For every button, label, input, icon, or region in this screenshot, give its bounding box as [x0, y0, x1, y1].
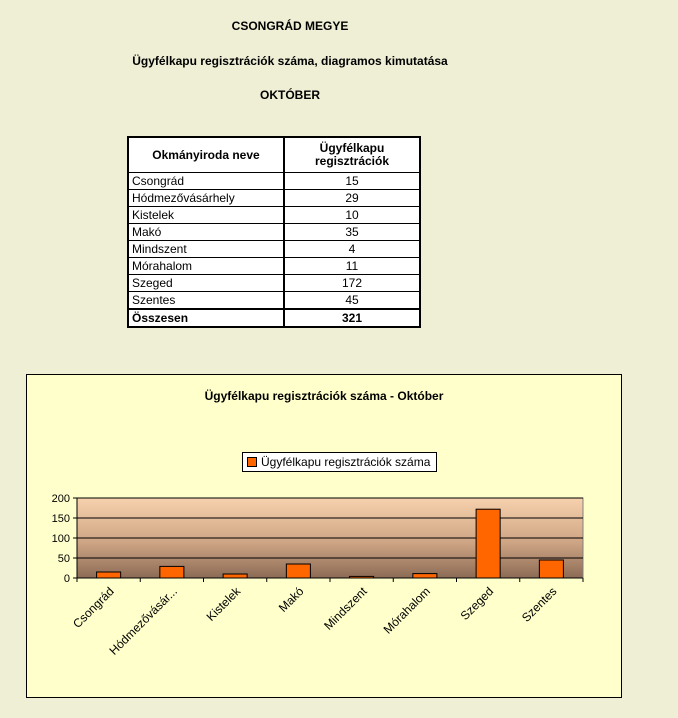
- y-tick-label: 150: [51, 513, 70, 525]
- table-row: [128, 258, 420, 275]
- table-row: [128, 190, 420, 207]
- bar: [97, 572, 121, 578]
- x-tick-label: Mindszent: [321, 584, 370, 633]
- table-row: [128, 292, 420, 310]
- county-title: CSONGRÁD MEGYE: [231, 19, 349, 33]
- office-name-cell: Szentes: [128, 292, 284, 310]
- legend-swatch: [247, 457, 257, 467]
- bar: [476, 509, 500, 578]
- office-name-cell: Kistelek: [128, 207, 284, 224]
- office-name-cell: Szeged: [128, 275, 284, 292]
- month-title: OKTÓBER: [260, 88, 320, 102]
- y-tick-label: 50: [57, 553, 70, 565]
- x-tick-label: Kistelek: [203, 584, 244, 624]
- x-tick-label: Szeged: [457, 584, 497, 623]
- x-tick-label: Csongrád: [70, 584, 117, 631]
- table-header-row: [128, 137, 420, 173]
- x-tick-label: Makó: [275, 584, 307, 615]
- registrations-cell: 10: [284, 207, 420, 224]
- table-row: [128, 275, 420, 292]
- x-tick-label: Szentes: [518, 584, 560, 625]
- table-row: [128, 207, 420, 224]
- office-name-cell: Mórahalom: [128, 258, 284, 275]
- registrations-cell: 15: [284, 173, 420, 190]
- registrations-table: [127, 136, 421, 328]
- y-tick-label: 200: [51, 493, 70, 505]
- registrations-cell: 29: [284, 190, 420, 207]
- bar: [413, 574, 437, 578]
- table-body: [128, 173, 420, 328]
- chart-title: Ügyfélkapu regisztrációk száma - Október: [204, 389, 444, 403]
- bar: [223, 574, 247, 578]
- registrations-cell: 4: [284, 241, 420, 258]
- chart-area: [26, 374, 622, 698]
- office-name-cell: Csongrád: [128, 173, 284, 190]
- bar: [286, 564, 310, 578]
- y-tick-label: 0: [63, 573, 70, 585]
- office-name-cell: Makó: [128, 224, 284, 241]
- bar: [160, 566, 184, 578]
- table-row: [128, 173, 420, 190]
- table-row: [128, 224, 420, 241]
- registrations-cell: 172: [284, 275, 420, 292]
- x-tick-label: Mórahalom: [380, 584, 433, 637]
- table-row: [128, 241, 420, 258]
- chart-legend: [242, 452, 437, 472]
- x-tick-label: Hódmezővásár...: [106, 584, 180, 658]
- bar: [350, 576, 374, 578]
- registrations-cell: 11: [284, 258, 420, 275]
- legend-label: Ügyfélkapu regisztrációk száma: [261, 455, 431, 469]
- bar-chart: [27, 375, 621, 697]
- office-name-cell: Mindszent: [128, 241, 284, 258]
- registrations-cell: 35: [284, 224, 420, 241]
- bar: [539, 560, 563, 578]
- registrations-cell: 45: [284, 292, 420, 310]
- total-value-cell: 321: [284, 309, 420, 327]
- report-subtitle: Ügyfélkapu regisztrációk száma, diagramos kimutatása: [132, 54, 448, 68]
- table-total-row: [128, 309, 420, 327]
- total-label-cell: Összesen: [128, 309, 284, 327]
- y-tick-label: 100: [51, 533, 70, 545]
- header-registrations: Ügyfélkapu regisztrációk: [284, 137, 420, 173]
- header-office-name: Okmányiroda neve: [128, 137, 284, 173]
- office-name-cell: Hódmezővásárhely: [128, 190, 284, 207]
